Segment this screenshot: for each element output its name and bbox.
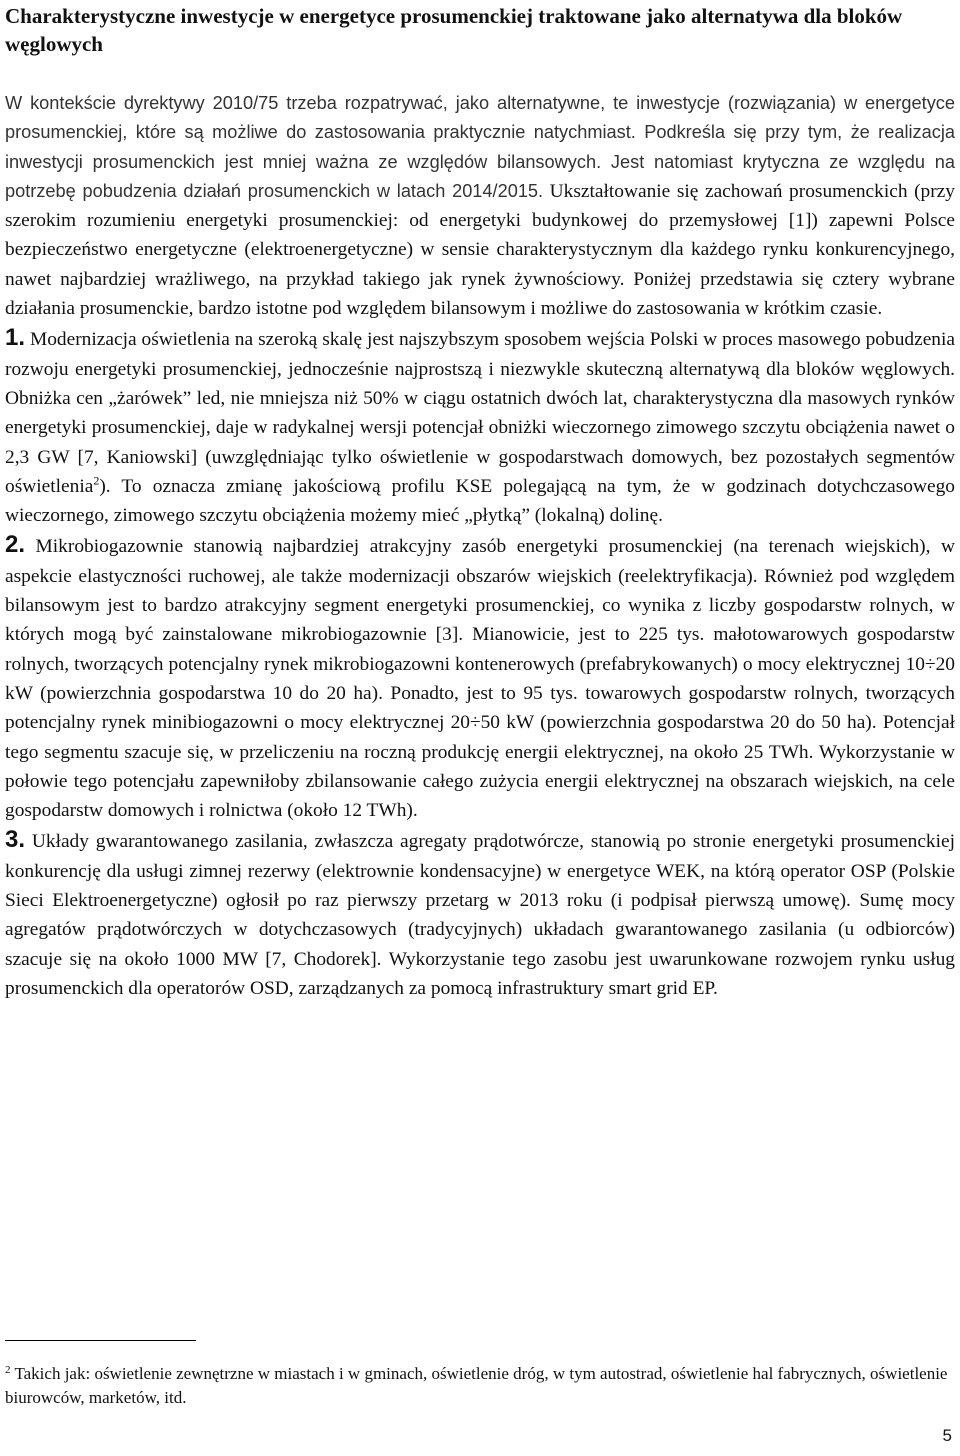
item-1-text-a: Modernizacja oświetlenia na szeroką skalę jest najszybszym sposobem wejścia Polski w proces masowego pobudzenia rozwoju energetyki prosumenckiej, jednocześnie najprostszą i niezwykle skuteczną alternatywą dla bloków węglowych. Obniżka cen „żarówek” led, nie mniejsza niż 50% w ciągu ostatnich dwóch lat, charakterystyczna dla masowych rynków energetyki prosumenckiej, daje w radykalnej wersji potencjał obniżki wieczornego zimowego szczytu obciążenia nawet o 2,3 GW [7, Kaniowski] (uwzględniając tylko oświetlenie w gospodarstwach domowych, bez pozostałych segmentów oświetlenia	[5, 329, 955, 497]
item-3-number: 3.	[5, 826, 26, 854]
intro-sentences-serif: Ukształtowanie się zachowań prosumenckich (przy szerokim rozumieniu energetyki prosumenckiej: od energetyki budynkowej do przemysłowej [1]) zapewni Polsce bezpieczeństwo energetyczne (elektroenergetyczne) w sensie charakterystycznym dla każdego rynku konkurencyjnego, nawet najbardziej wrażliwego, na przykład takiego jak rynek żywnościowy. Poniżej przedstawia się cztery wybrane działania prosumenckie, bardzo istotne pod względem bilansowym i możliwe do zastosowania w krótkim czasie.	[5, 180, 955, 320]
item-2-paragraph	[5, 530, 955, 825]
item-2-number: 2.	[5, 531, 26, 559]
intro-sentences-sans: W kontekście dyrektywy 2010/75 trzeba rozpatrywać, jako alternatywne, te inwestycje (rozwiązania) w energetyce prosumenckiej, które są możliwe do zastosowania praktycznie natychmiast. Podkreśla się przy tym, że realizacja inwestycji prosumenckich jest mniej ważna ze względów bilansowych. Jest natomiast krytyczna ze względu na potrzebę pobudzenia działań prosumenckich w latach 2014/2015.	[5, 93, 955, 201]
document-page	[5, 0, 955, 1003]
footnote-divider	[5, 1340, 196, 1341]
item-1-paragraph	[5, 323, 955, 530]
item-1-number: 1.	[5, 324, 26, 352]
item-1-text-b: ). To oznacza zmianę jakościową profilu KSE polegającą na tym, że w godzinach dotychczasowego wieczornego, zimowego szczytu obciążenia możemy mieć „płytką” (lokalną) dolinę.	[5, 475, 955, 527]
footnote-text: Takich jak: oświetlenie zewnętrzne w miastach i w gminach, oświetlenie dróg, w tym autostrad, oświetlenie hal fabrycznych, oświetlenie biurowców, marketów, itd.	[5, 1364, 948, 1407]
footnote-mark: 2	[5, 1364, 11, 1376]
item-3-paragraph	[5, 825, 955, 1003]
page-number: 5	[942, 1426, 952, 1445]
intro-paragraph	[5, 89, 955, 323]
item-3-text: Układy gwarantowanego zasilania, zwłaszcza agregaty prądotwórcze, stanowią po stronie energetyki prosumenckiej konkurencję dla usługi zimnej rezerwy (elektrownie kondensacyjne) w energetyce WEK, na którą operator OSP (Polskie Sieci Elektroenergetyczne) ogłosił po raz pierwszy przetarg w 2013 roku (i podpisał pierwszą umowę). Sumę mocy agregatów prądotwórczych w dotychczasowych (tradycyjnych) układach gwarantowanego zasilania (u odbiorców) szacuje się na około 1000 MW [7, Chodorek]. Wykorzystanie tego zasobu jest uwarunkowane rozwojem rynku usług prosumenckich dla operatorów OSD, zarządzanych za pomocą infrastruktury smart grid EP.	[5, 831, 955, 999]
footnote	[5, 1362, 960, 1410]
footnote-reference[interactable]: 2	[93, 473, 100, 488]
item-2-text: Mikrobiogazownie stanowią najbardziej atrakcyjny zasób energetyki prosumenckiej (na terenach wiejskich), w aspekcie elastyczności ruchowej, ale także modernizacji obszarów wiejskich (reelektryfikacja). Również pod względem bilansowym jest to bardzo atrakcyjny segment energetyki prosumenckiej, co wynika z liczby gospodarstw rolnych, w których mogą być zainstalowane mikrobiogazownie [3]. Mianowicie, jest to 225 tys. małotowarowych gospodarstw rolnych, tworzących potencjalny rynek mikrobiogazowni kontenerowych (prefabrykowanych) o mocy elektrycznej 10÷20 kW (powierzchnia gospodarstwa 10 do 20 ha). Ponadto, jest to 95 tys. towarowych gospodarstw rolnych, tworzących potencjalny rynek minibiogazowni o mocy elektrycznej 20÷50 kW (powierzchnia gospodarstwa 20 do 50 ha). Potencjał tego segmentu szacuje się, w przeliczeniu na roczną produkcję energii elektrycznej, na około 25 TWh. Wykorzystanie w połowie tego potencjału zapewniłoby zbilansowanie całego zużycia energii elektrycznej na obszarach wiejskich, na cele gospodarstw domowych i rolnictwa (około 12 TWh).	[5, 536, 955, 822]
section-title: Charakterystyczne inwestycje w energetyce prosumenckiej traktowane jako alternatywa dla bloków węglowych	[5, 4, 903, 56]
